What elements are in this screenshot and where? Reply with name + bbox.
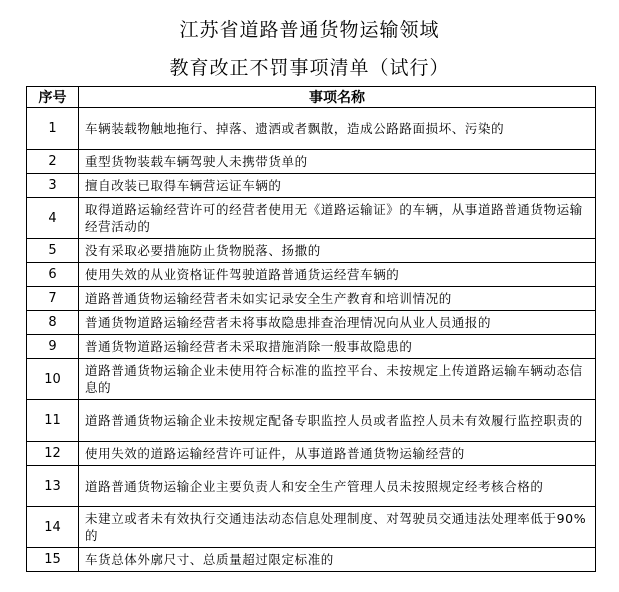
row-item-text: 没有采取必要措施防止货物脱落、扬撒的 bbox=[79, 239, 596, 263]
row-number: 4 bbox=[27, 198, 79, 239]
table-row bbox=[27, 548, 596, 572]
header-item-name: 事项名称 bbox=[79, 87, 596, 108]
row-number: 6 bbox=[27, 263, 79, 287]
table-row bbox=[27, 400, 596, 442]
row-item-text: 使用失效的道路运输经营许可证件，从事道路普通货物运输经营的 bbox=[79, 442, 596, 466]
row-number: 8 bbox=[27, 311, 79, 335]
row-item-text: 使用失效的从业资格证件驾驶道路普通货运经营车辆的 bbox=[79, 263, 596, 287]
row-item-text: 车辆装载物触地拖行、掉落、遗洒或者飘散，造成公路路面损坏、污染的 bbox=[79, 108, 596, 150]
table-row bbox=[27, 359, 596, 400]
row-item-text: 道路普通货物运输经营者未如实记录安全生产教育和培训情况的 bbox=[79, 287, 596, 311]
table-row bbox=[27, 442, 596, 466]
table-row bbox=[27, 263, 596, 287]
row-item-text: 道路普通货物运输企业未使用符合标准的监控平台、未按规定上传道路运输车辆动态信息的 bbox=[79, 359, 596, 400]
row-number: 5 bbox=[27, 239, 79, 263]
row-number: 11 bbox=[27, 400, 79, 442]
table-header-row bbox=[27, 87, 596, 108]
table-row bbox=[27, 335, 596, 359]
table-row bbox=[27, 198, 596, 239]
header-serial-number: 序号 bbox=[27, 87, 79, 108]
table-row bbox=[27, 507, 596, 548]
row-number: 14 bbox=[27, 507, 79, 548]
row-number: 12 bbox=[27, 442, 79, 466]
row-number: 2 bbox=[27, 150, 79, 174]
items-table bbox=[26, 86, 596, 572]
table-row bbox=[27, 287, 596, 311]
row-item-text: 普通货物道路运输经营者未采取措施消除一般事故隐患的 bbox=[79, 335, 596, 359]
row-item-text: 普通货物道路运输经营者未将事故隐患排查治理情况向从业人员通报的 bbox=[79, 311, 596, 335]
row-item-text: 未建立或者未有效执行交通违法动态信息处理制度、对驾驶员交通违法处理率低于90%的 bbox=[79, 507, 596, 548]
document-title-line-1: 江苏省道路普通货物运输领域 bbox=[179, 19, 440, 41]
row-item-text: 车货总体外廓尺寸、总质量超过限定标准的 bbox=[79, 548, 596, 572]
table-row bbox=[27, 311, 596, 335]
row-item-text: 重型货物装载车辆驾驶人未携带货单的 bbox=[79, 150, 596, 174]
row-number: 7 bbox=[27, 287, 79, 311]
table-row bbox=[27, 466, 596, 507]
row-number: 10 bbox=[27, 359, 79, 400]
table-row bbox=[27, 239, 596, 263]
table-row bbox=[27, 150, 596, 174]
row-number: 1 bbox=[27, 108, 79, 150]
row-item-text: 道路普通货物运输企业主要负责人和安全生产管理人员未按照规定经考核合格的 bbox=[79, 466, 596, 507]
table-row bbox=[27, 174, 596, 198]
row-item-text: 擅自改装已取得车辆营运证车辆的 bbox=[79, 174, 596, 198]
table-row bbox=[27, 108, 596, 150]
row-number: 13 bbox=[27, 466, 79, 507]
row-number: 15 bbox=[27, 548, 79, 572]
row-item-text: 道路普通货物运输企业未按规定配备专职监控人员或者监控人员未有效履行监控职责的 bbox=[79, 400, 596, 442]
row-number: 3 bbox=[27, 174, 79, 198]
row-number: 9 bbox=[27, 335, 79, 359]
document-title-line-2: 教育改正不罚事项清单（试行） bbox=[169, 57, 450, 79]
row-item-text: 取得道路运输经营许可的经营者使用无《道路运输证》的车辆，从事道路普通货物运输经营活动的 bbox=[79, 198, 596, 239]
